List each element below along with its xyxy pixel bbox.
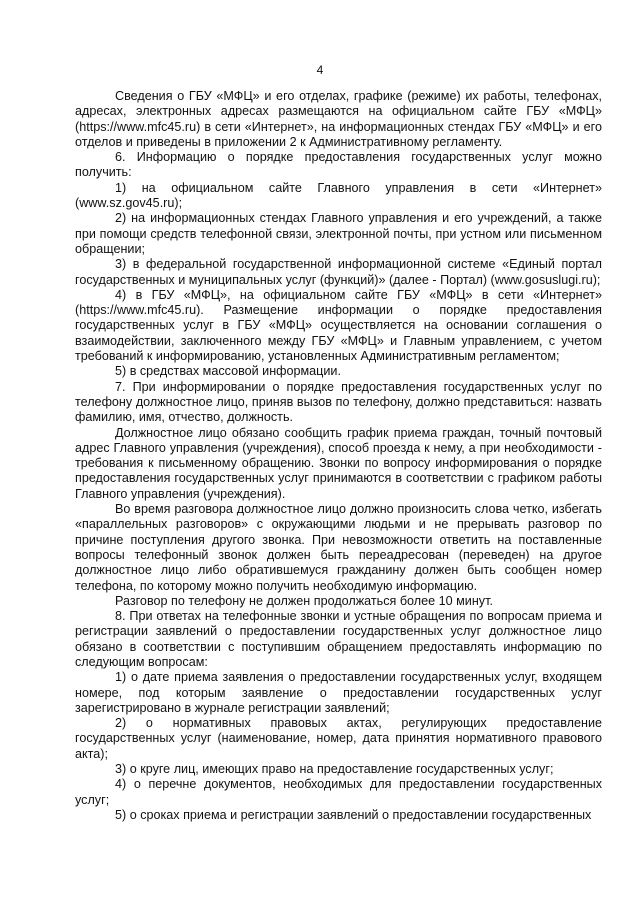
list-item-8-5: 5) о сроках приема и регистрации заявлений о предоставлении государственных: [115, 807, 592, 822]
page-number: 4: [316, 63, 324, 77]
paragraph-7: 7. При информировании о порядке предоставления государственных услуг по телефону должностное лицо, приняв вызов по телефону, должно представиться: назвать фамилию, имя, отчество, должность.: [75, 379, 602, 425]
list-item-8-2: 2) о нормативных правовых актах, регулирующих предоставление государственных услуг (наименование, номер, дата принятия нормативного правового акта);: [75, 716, 602, 761]
paragraph-6: 6. Информацию о порядке предоставления государственных услуг можно получить:: [75, 150, 602, 180]
list-item-8-3: 3) о круге лиц, имеющих право на предоставление государственных услуг;: [115, 762, 554, 777]
paragraph-mfc-info: Сведения о ГБУ «МФЦ» и его отделах, графике (режиме) их работы, телефонах, адресах, электронных адресах размещаются на официальном сайте ГБУ «МФЦ» (https://www.mfc45.ru) в сети «Интернет», на информационных стендах ГБУ «МФЦ» и его отделов и приведены в приложении 2 к Административному регламенту.: [75, 89, 602, 149]
list-item-6-1: 1) на официальном сайте Главного управления в сети «Интернет» (www.sz.gov45.ru);: [75, 180, 602, 211]
paragraph-schedule: Должностное лицо обязано сообщить график приема граждан, точный почтовый адрес Главного управления (учреждения), способ проезда к нему, а при необходимости - требования к письменному обращению. Звонки по вопросу информирования о порядке предоставления государственных услуг принимаются в соответствии с графиком работы Главного управления (учреждения).: [75, 425, 602, 501]
document-body: [75, 89, 602, 823]
paragraph-conversation: Во время разговора должностное лицо должно произносить слова четко, избегать «параллельных разговоров» с окружающими людьми и не прерывать разговор по причине поступления другого звонка. При невозможности ответить на поставленные вопросы телефонный звонок должен быть переадресован (переведен) на другое должностное лицо либо обратившемуся гражданину должен быть сообщен номер телефона, по которому можно получить необходимую информацию.: [75, 502, 602, 593]
list-item-6-4: 4) в ГБУ «МФЦ», на официальном сайте ГБУ «МФЦ» в сети «Интернет» (https://www.mfc45.ru). Размещение информации о порядке предоставления государственных услуг в ГБУ «МФЦ» осуществляется на основании соглашения о взаимодействии, заключенного между ГБУ «МФЦ» и Главным управлением, с учетом требований к информированию, установленных Административным регламентом;: [75, 287, 602, 364]
paragraph-8: 8. При ответах на телефонные звонки и устные обращения по вопросам приема и регистрации заявлений о предоставлении государственных услуг должностное лицо обязано в соответствии с поступившим обращением предоставлять информацию по следующим вопросам:: [75, 609, 602, 669]
list-item-8-1: 1) о дате приема заявления о предоставлении государственных услуг, входящем номере, под которым заявление о предоставлении государственных услуг зарегистрировано в журнале регистрации заявлений;: [75, 670, 602, 715]
list-item-6-5: 5) в средствах массовой информации.: [115, 364, 341, 379]
list-item-8-4: 4) о перечне документов, необходимых для предоставлении государственных услуг;: [75, 777, 602, 807]
list-item-6-3: 3) в федеральной государственной информационной системе «Единый портал государственных и муниципальных услуг (функций)» (далее - Портал) (www.gosuslugi.ru);: [75, 257, 602, 287]
list-item-6-2: 2) на информационных стендах Главного управления и его учреждений, а также при помощи средств телефонной связи, электронной почты, при устном или письменном обращении;: [75, 211, 602, 256]
paragraph-duration: Разговор по телефону не должен продолжаться более 10 минут.: [115, 593, 493, 608]
